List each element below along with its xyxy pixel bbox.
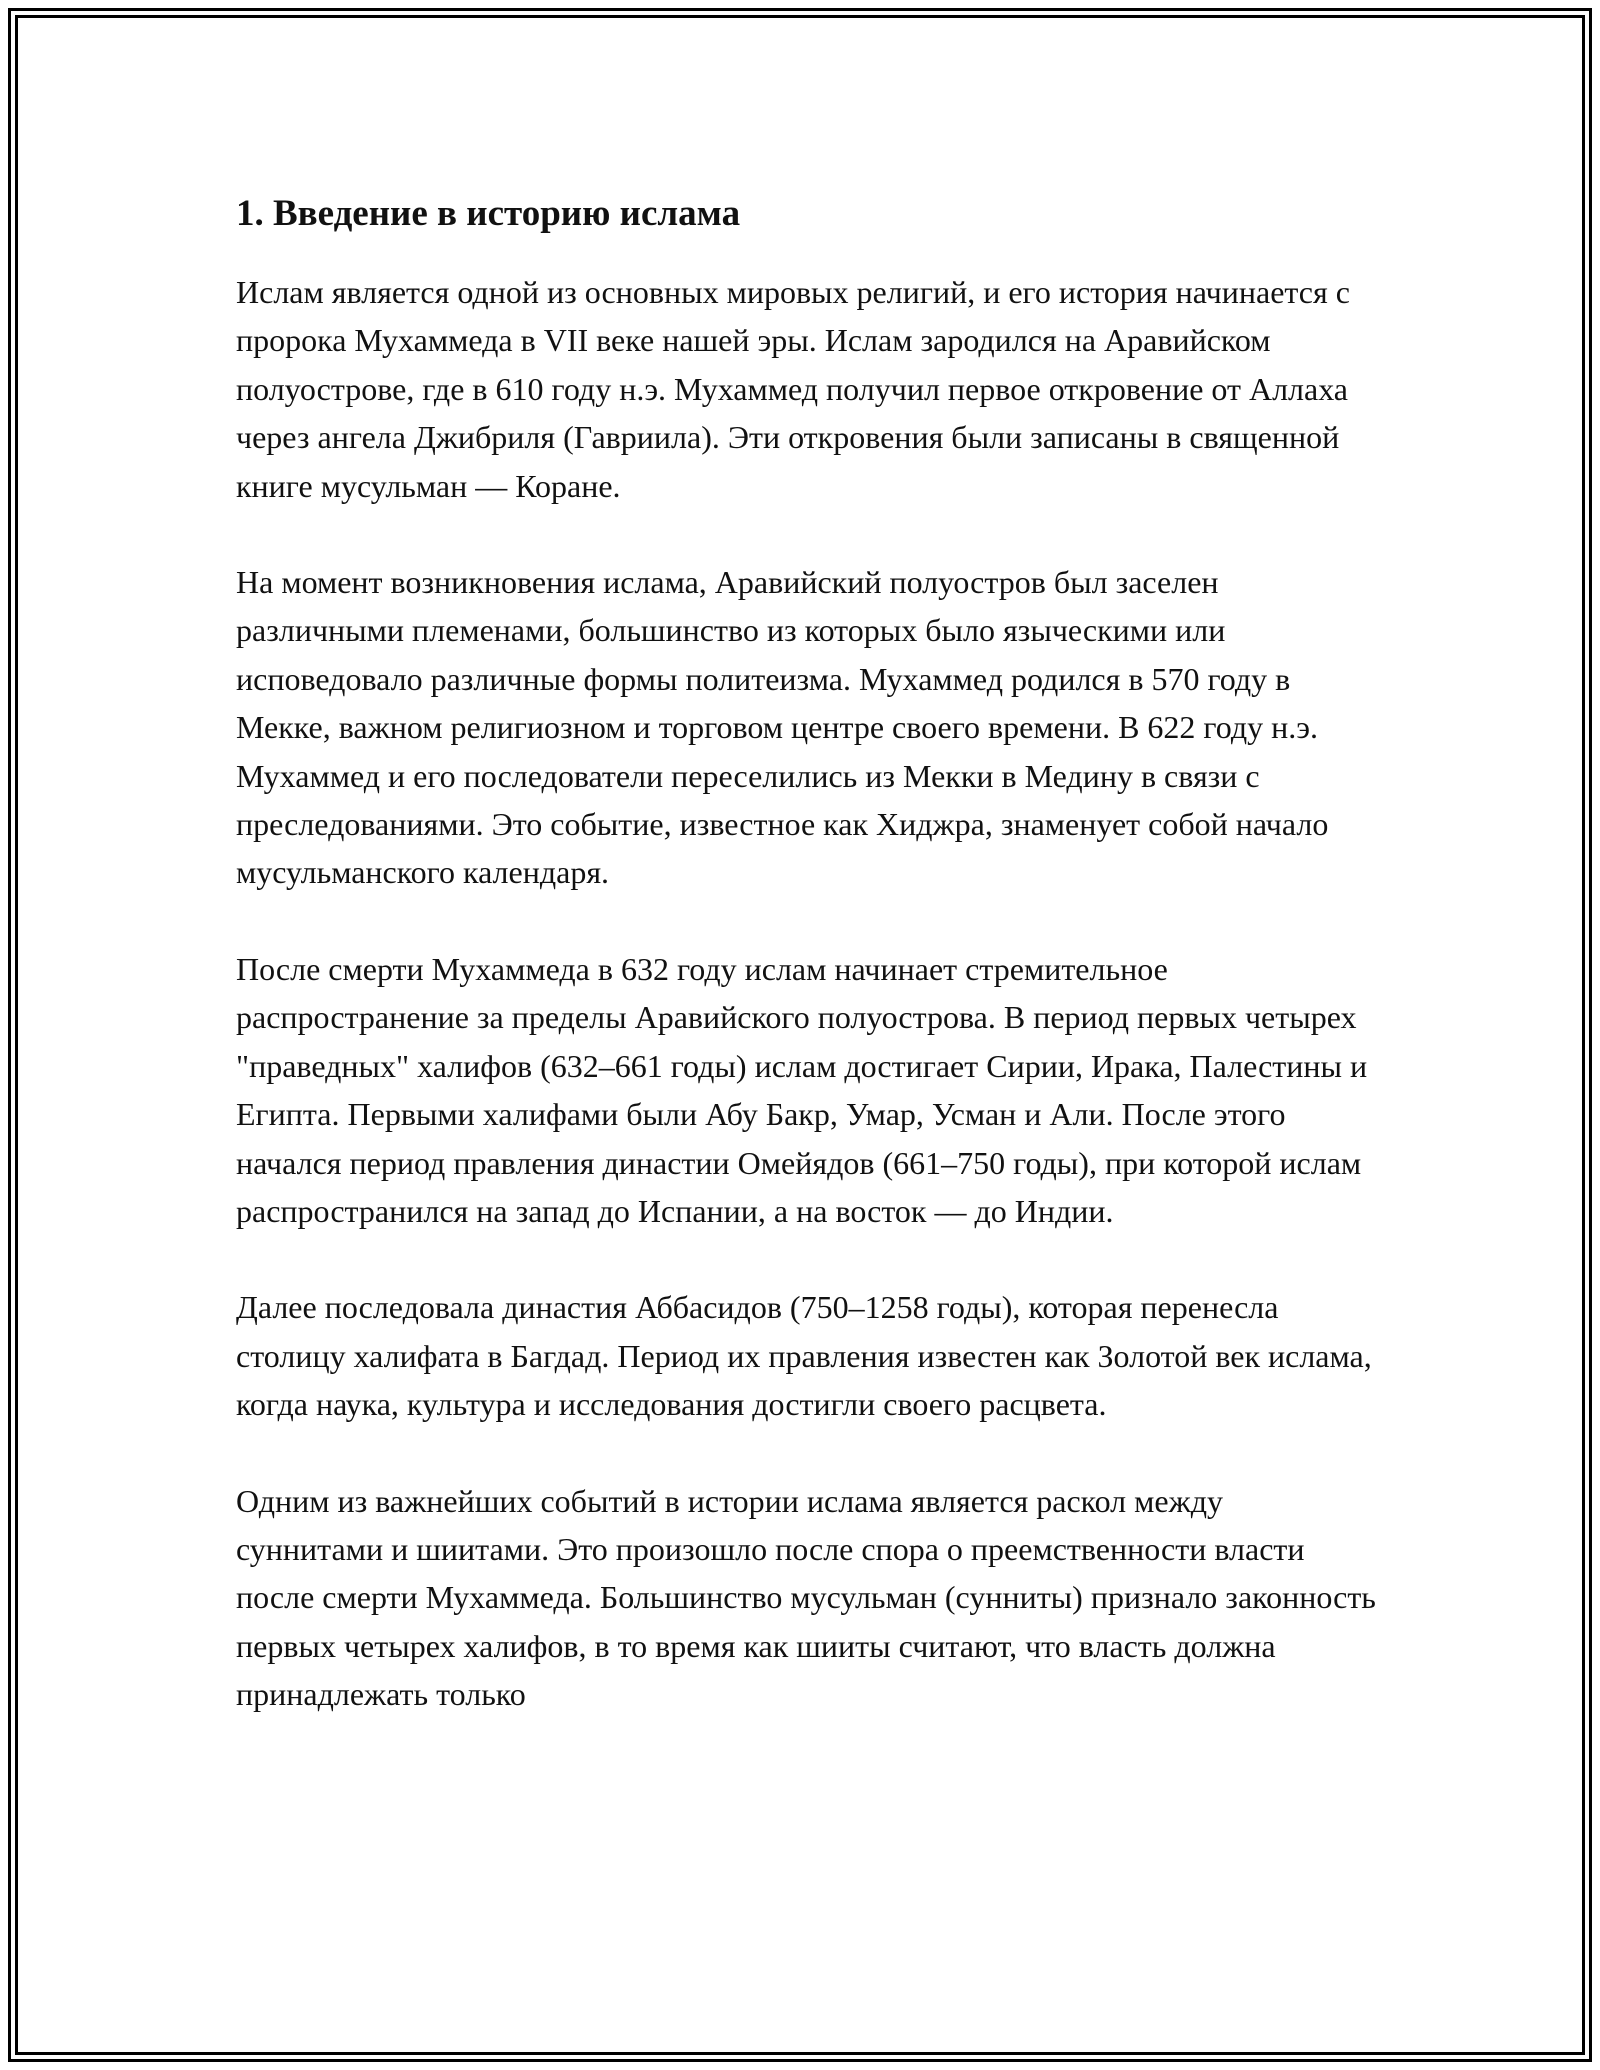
document-page — [236, 186, 1376, 1767]
paragraph-5: Одним из важнейших событий в истории ислама является раскол между суннитами и шиитами. Это произошло после спора о преемственности власти после смерти Мухаммеда. Большинство мусульман (сунниты) признало законность первых четырех халифов, в то время как шииты считают, что власть должна принадлежать только — [236, 1482, 1376, 1713]
section-heading: 1. Введение в историю ислама — [236, 193, 741, 234]
paragraph-4: Далее последовала династия Аббасидов (750–1258 годы), которая перенесла столицу халифата в Багдад. Период их правления известен как Золотой век ислама, когда наука, культура и исследования достигли своего расцвета. — [236, 1289, 1372, 1423]
paragraph-3: После смерти Мухаммеда в 632 году ислам начинает стремительное распространение за пределы Аравийского полуострова. В период первых четырех "праведных" халифов (632–661 годы) ислам достигает Сирии, Ирака, Палестины и Египта. Первыми халифами были Абу Бакр, Умар, Усман и Али. После этого начался период правления династии Омейядов (661–750 годы), при которой ислам распространился на запад до Испании, а на восток — до Индии. — [236, 950, 1368, 1229]
paragraph-2: На момент возникновения ислама, Аравийский полуостров был заселен различными племенами, большинство из которых было языческими или исповедовало различные формы политеизма. Мухаммед родился в 570 году в Мекке, важном религиозном и торговом центре своего времени. В 622 году н.э. Мухаммед и его последователи переселились из Мекки в Медину в связи с преследованиями. Это событие, известное как Хиджра, знаменует собой начало мусульманского календаря. — [236, 564, 1329, 891]
paragraph-1: Ислам является одной из основных мировых религий, и его история начинается с пророка Мухаммеда в VII веке нашей эры. Ислам зародился на Аравийском полуострове, где в 610 году н.э. Мухаммед получил первое откровение от Аллаха через ангела Джибриля (Гавриила). Эти откровения были записаны в священной книге мусульман — Коране. — [236, 274, 1350, 504]
